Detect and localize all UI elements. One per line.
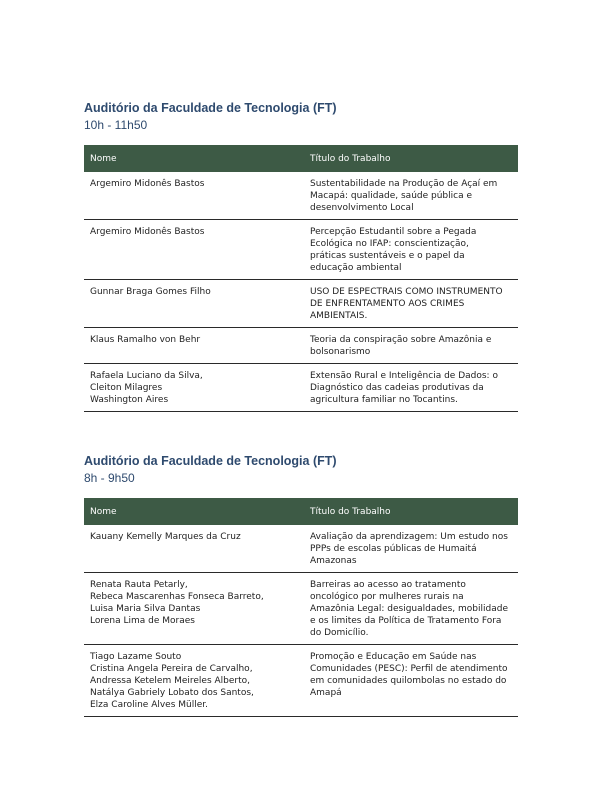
title-line: Avaliação da aprendizagem: Um estudo nos xyxy=(310,532,508,542)
title-line: AMBIENTAIS. xyxy=(310,311,368,321)
author-name: Renata Rauta Petarly, xyxy=(90,580,188,590)
table-row xyxy=(84,573,518,645)
author-name: Cristina Angela Pereira de Carvalho, xyxy=(90,664,253,674)
title-line: em comunidades quilombolas no estado do xyxy=(310,676,507,686)
table-header-row xyxy=(84,145,518,172)
table-row xyxy=(84,645,518,717)
title-line: Amazônia Legal: desigualdades, mobilidade xyxy=(310,604,508,614)
author-name: Argemiro Midonês Bastos xyxy=(90,227,205,237)
section-title: Auditório da Faculdade de Tecnologia (FT) xyxy=(84,101,337,115)
name-cell xyxy=(84,328,304,364)
title-line: educação ambiental xyxy=(310,263,402,273)
title-line: Barreiras ao acesso ao tratamento xyxy=(310,580,466,590)
header-nome: Nome xyxy=(90,506,117,517)
section-time: 8h - 9h50 xyxy=(84,471,135,485)
schedule-section-ft-0809 xyxy=(84,453,518,717)
title-cell xyxy=(304,525,518,573)
title-cell xyxy=(304,172,518,220)
title-line: práticas sustentáveis e o papel da xyxy=(310,251,465,261)
author-name: Andressa Ketelem Meireles Alberto, xyxy=(90,676,251,686)
header-nome: Nome xyxy=(90,153,117,164)
title-line: USO DE ESPECTRAIS COMO INSTRUMENTO xyxy=(310,287,503,297)
author-name: Klaus Ramalho von Behr xyxy=(90,335,201,345)
section-time: 10h - 11h50 xyxy=(84,118,148,132)
title-line: Macapá: qualidade, saúde pública e xyxy=(310,191,473,201)
title-line: Ecológica no IFAP: conscientização, xyxy=(310,239,469,249)
title-cell xyxy=(304,573,518,645)
author-name: Gunnar Braga Gomes Filho xyxy=(90,287,211,297)
title-cell xyxy=(304,645,518,717)
author-name: Natálya Gabriely Lobato dos Santos, xyxy=(90,688,254,698)
title-line: agricultura familiar no Tocantins. xyxy=(310,395,458,405)
table-header-row xyxy=(84,498,518,525)
title-line: PPPs de escolas públicas de Humaitá xyxy=(310,544,477,554)
presentations-table xyxy=(84,498,518,717)
name-cell xyxy=(84,645,304,717)
author-name: Rafaela Luciano da Silva, xyxy=(90,371,203,381)
title-line: Sustentabilidade na Produção de Açaí em xyxy=(310,179,498,189)
name-cell xyxy=(84,220,304,280)
author-name: Washington Aires xyxy=(90,395,169,405)
title-line: Diagnóstico das cadeias produtivas da xyxy=(310,383,484,393)
name-cell xyxy=(84,364,304,412)
title-line: Amapá xyxy=(310,688,342,698)
title-cell xyxy=(304,220,518,280)
title-line: Amazonas xyxy=(310,556,357,566)
table-row xyxy=(84,525,518,573)
author-name: Tiago Lazame Souto xyxy=(90,652,182,662)
author-name: Kauany Kemelly Marques da Cruz xyxy=(90,532,241,542)
author-name: Elza Caroline Alves Müller. xyxy=(90,700,209,710)
name-cell xyxy=(84,172,304,220)
presentations-table xyxy=(84,145,518,412)
author-name: Luisa Maria Silva Dantas xyxy=(90,604,201,614)
title-line: Percepção Estudantil sobre a Pegada xyxy=(310,227,477,237)
name-cell xyxy=(84,280,304,328)
title-line: Promoção e Educação em Saúde nas xyxy=(310,652,477,662)
header-titulo: Título do Trabalho xyxy=(310,506,391,517)
title-line: bolsonarismo xyxy=(310,347,371,357)
header-titulo: Título do Trabalho xyxy=(310,153,391,164)
title-cell xyxy=(304,280,518,328)
title-line: oncológico por mulheres rurais na xyxy=(310,592,464,602)
title-line: do Domicílio. xyxy=(310,628,369,638)
title-line: Extensão Rural e Inteligência de Dados: o xyxy=(310,371,498,381)
name-cell xyxy=(84,573,304,645)
title-cell xyxy=(304,364,518,412)
title-line: Teoria da conspiração sobre Amazônia e xyxy=(310,335,492,345)
section-title: Auditório da Faculdade de Tecnologia (FT) xyxy=(84,454,337,468)
title-line: desenvolvimento Local xyxy=(310,203,414,213)
table-row xyxy=(84,172,518,220)
table-row xyxy=(84,328,518,364)
author-name: Cleiton Milagres xyxy=(90,383,163,393)
schedule-section-ft-1011 xyxy=(84,100,518,412)
title-line: e os limites da Política de Tratamento Fora xyxy=(310,616,502,626)
title-cell xyxy=(304,328,518,364)
author-name: Lorena Lima de Moraes xyxy=(90,616,195,626)
table-row xyxy=(84,220,518,280)
title-line: Comunidades (PESC): Perfil de atendimento xyxy=(310,664,508,674)
title-line: DE ENFRENTAMENTO AOS CRIMES xyxy=(310,299,465,309)
name-cell xyxy=(84,525,304,573)
table-row xyxy=(84,280,518,328)
author-name: Rebeca Mascarenhas Fonseca Barreto, xyxy=(90,592,264,602)
table-row xyxy=(84,364,518,412)
author-name: Argemiro Midonês Bastos xyxy=(90,179,205,189)
